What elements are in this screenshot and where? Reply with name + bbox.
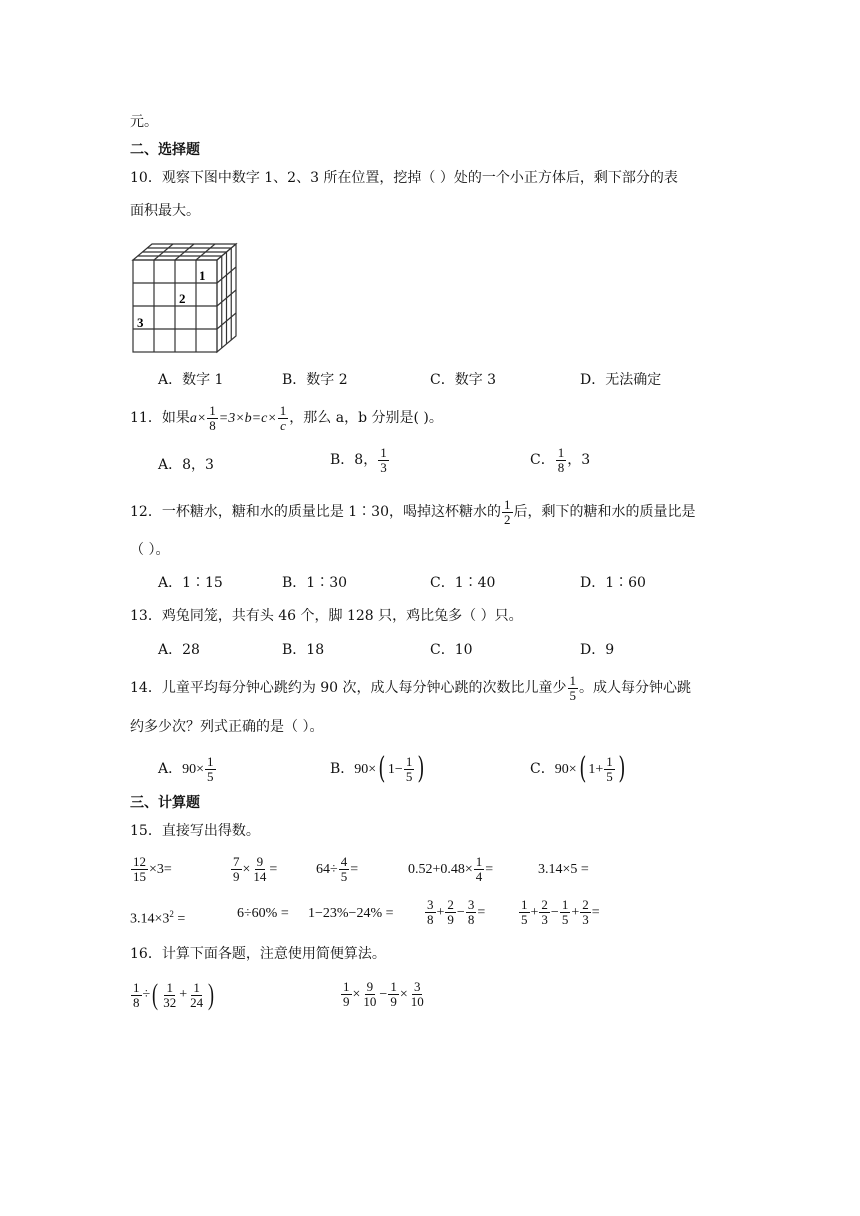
q11-option-b[interactable]: B．8， $\frac{1}{3}$ [330,444,387,475]
q15-row2-item5: $\frac{1}{5}$ + $\frac{2}{3}$ − $\frac{1}{5}$ + $\frac{2}{3}$ = [521,897,600,928]
cube-label-1: 1 [199,268,206,283]
q15-row1-item1: $\frac{12}{15}$ ×3= [133,854,172,885]
q12-option-c[interactable]: C．1∶40 [430,575,496,591]
q13-option-d[interactable]: D．9 [580,642,615,658]
q10-option-d[interactable]: D．无法确定 [580,372,662,388]
q10-option-c[interactable]: C．数字 3 [430,372,497,388]
q14-line1: 14．儿童平均每分钟心跳约为 90 次，成人每分钟心跳的次数比儿童少 $\frac{1}{5}$ 。成人每分钟心跳 [130,672,692,703]
q15-row1-item2: $\frac{7}{9}$ × $\frac{9}{14}$ = [233,854,278,885]
q14-option-c[interactable]: C．90×( 1+ $\frac{1}{5}$ ) [530,751,626,786]
q13-text: 13．鸡兔同笼，共有头 46 个，脚 128 只，鸡比兔多（ ）只。 [130,608,523,624]
q10-line1: 10．观察下图中数字 1、2、3 所在位置，挖掉（ ）处的一个小正方体后，剩下部分的表 [130,170,678,186]
q12-line1: 12．一杯糖水，糖和水的质量比是 1∶30，喝掉这杯糖水的 $\frac{1}{2}$ 后，剩下的糖和水的质量比是 [130,496,696,527]
cube-figure [128,240,248,356]
q15-row2-item3: 1−23%−24% = [308,906,394,921]
q15-row1-item4: 0.52+0.48× $\frac{1}{4}$ = [408,854,494,885]
q13-option-c[interactable]: C．10 [430,642,473,658]
section-3-title: 三、计算题 [130,795,200,811]
q11-option-a[interactable]: A．8，3 [158,457,214,473]
q14-line2: 约多少次？列式正确的是（ ）。 [130,719,324,735]
top-text: 元。 [130,114,158,130]
cube-label-2: 2 [179,291,186,306]
q10-option-b[interactable]: B．数字 2 [282,372,348,388]
q15-row1-item5: 3.14×5 = [538,862,589,877]
q16-expr-2: $\frac{1}{9}$ × $\frac{9}{10}$ − $\frac{1}{9}$ × $\frac{3}{10}$ [343,979,424,1010]
q16-title: 16．计算下面各题，注意使用简便算法。 [130,946,386,962]
q11-option-c[interactable]: C． $\frac{1}{8}$ ，3 [530,444,591,475]
q12-option-a[interactable]: A．1∶15 [158,575,223,591]
cube-label-3: 3 [137,315,144,330]
q13-option-a[interactable]: A．28 [158,642,200,658]
q11-stem: 11．如果a× $\frac{1}{8}$ =3×b=c× $\frac{1}{c}$ ，那么 a，b 分别是( )。 [130,402,443,433]
q15-row2-item2: 6÷60% = [237,906,289,921]
q10-line2: 面积最大。 [130,203,200,219]
q15-row2-item1: $3.14\times 3^2$ = [130,909,186,927]
q15-title: 15．直接写出得数。 [130,823,260,839]
q16-expr-1: $\frac{1}{8}$ ÷( $\frac{1}{32}$ + $\frac{1}{24}$ ) [133,978,215,1011]
q13-option-b[interactable]: B．18 [282,642,325,658]
q10-option-a[interactable]: A．数字 1 [158,372,224,388]
q12-option-b[interactable]: B．1∶30 [282,575,348,591]
section-2-title: 二、选择题 [130,142,200,158]
q15-row1-item3: 64÷ $\frac{4}{5}$ = [316,854,359,885]
q12-line2: （ ）。 [130,542,170,558]
q14-option-a[interactable]: A．90× $\frac{1}{5}$ [158,753,214,784]
q14-option-b[interactable]: B．90×( 1− $\frac{1}{5}$ ) [330,751,425,786]
q12-option-d[interactable]: D．1∶60 [580,575,646,591]
q15-row2-item4: $\frac{3}{8}$ + $\frac{2}{9}$ − $\frac{3}{8}$ = [427,897,486,928]
